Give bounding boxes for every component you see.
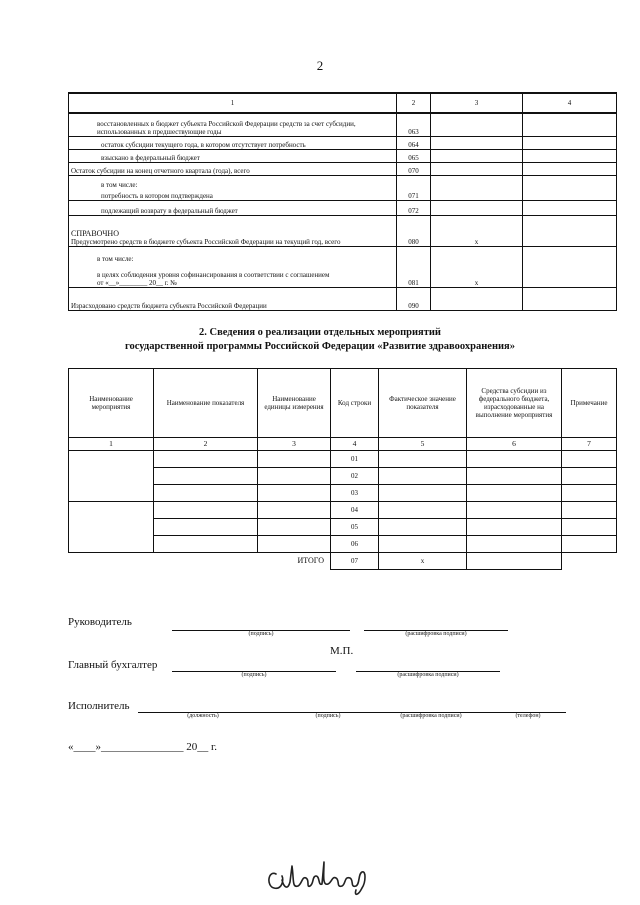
value-cell [431, 288, 523, 311]
column-number: 7 [562, 438, 617, 451]
table-row [69, 150, 617, 163]
row-code: 080 [397, 216, 431, 247]
indicator-cell [154, 485, 258, 502]
row-label-sub: в том числе: [101, 181, 138, 189]
row-code: 01 [331, 451, 379, 468]
header-cell: Код строки [331, 369, 379, 438]
decoding-caption: (расшифровка подписи) [405, 631, 467, 637]
column-number: 1 [69, 438, 154, 451]
activities-table [68, 368, 617, 570]
position-caption: (должность) [187, 713, 219, 719]
indicator-cell [154, 468, 258, 485]
table-row [69, 216, 617, 247]
unit-cell [258, 485, 331, 502]
value-cell [379, 502, 467, 519]
value-cell [431, 113, 523, 137]
row-code: 05 [331, 519, 379, 536]
table-header-row [69, 93, 617, 113]
row-code: 071 [397, 176, 431, 201]
signature-caption: (подпись) [315, 713, 341, 719]
row-code: 065 [397, 150, 431, 163]
row-label-main: потребность в котором подтверждена [101, 192, 213, 200]
row-label [69, 247, 397, 288]
indicator-cell [154, 536, 258, 553]
table-row [69, 176, 617, 201]
value-cell [379, 468, 467, 485]
unit-cell [258, 536, 331, 553]
value-cell [523, 113, 617, 137]
value-cell [467, 536, 562, 553]
header-cell: 2 [397, 93, 431, 113]
table-row [69, 247, 617, 288]
value-cell [467, 485, 562, 502]
row-code: 070 [397, 163, 431, 176]
row-label [69, 176, 397, 201]
value-cell [431, 176, 523, 201]
unit-cell [258, 451, 331, 468]
stamp-label: М.П. [330, 645, 354, 657]
value-cell: x [431, 247, 523, 288]
indicator-cell [154, 519, 258, 536]
table-row [69, 113, 617, 137]
row-code: 04 [331, 502, 379, 519]
note-cell [562, 468, 617, 485]
note-cell [562, 451, 617, 468]
value-cell [523, 201, 617, 216]
header-cell: 3 [431, 93, 523, 113]
table-row [69, 451, 617, 468]
row-label-main: Предусмотрено средств в бюджете субъекта Российской Федерации на текущий год, всего [71, 238, 341, 246]
handwritten-signature [262, 852, 380, 898]
value-cell [523, 137, 617, 150]
total-row [69, 553, 617, 570]
head-label: Руководитель [68, 616, 132, 628]
row-code: 06 [331, 536, 379, 553]
column-number: 5 [379, 438, 467, 451]
row-code: 081 [397, 247, 431, 288]
table-row [69, 163, 617, 176]
row-label: остаток субсидии текущего года, в котором отсутствует потребность [69, 137, 397, 150]
table-row [69, 137, 617, 150]
subsidy-balance-table [68, 92, 617, 311]
row-label [69, 216, 397, 247]
decoding-caption: (расшифровка подписи) [397, 672, 459, 678]
accountant-label: Главный бухгалтер [68, 659, 158, 671]
value-cell [467, 502, 562, 519]
unit-cell [258, 502, 331, 519]
note-cell [562, 536, 617, 553]
table-row [69, 201, 617, 216]
signature-caption: (подпись) [241, 672, 267, 678]
note-cell [562, 485, 617, 502]
value-cell [523, 216, 617, 247]
unit-cell [258, 468, 331, 485]
row-label-sub: в том числе: [97, 255, 134, 263]
row-code: 064 [397, 137, 431, 150]
value-cell: x [379, 553, 467, 570]
value-cell [523, 176, 617, 201]
note-cell [562, 502, 617, 519]
header-cell: Фактическое значение показателя [379, 369, 467, 438]
row-code: 07 [331, 553, 379, 570]
value-cell [431, 150, 523, 163]
activity-cell [69, 502, 154, 553]
column-number: 3 [258, 438, 331, 451]
row-code: 090 [397, 288, 431, 311]
value-cell [431, 163, 523, 176]
section-title [0, 326, 640, 354]
header-cell: Наименование мероприятия [69, 369, 154, 438]
column-number: 6 [467, 438, 562, 451]
value-cell [379, 451, 467, 468]
value-cell [467, 468, 562, 485]
row-code: 063 [397, 113, 431, 137]
value-cell [523, 288, 617, 311]
value-cell [431, 137, 523, 150]
indicator-cell [154, 502, 258, 519]
activity-cell [69, 451, 154, 502]
row-code: 072 [397, 201, 431, 216]
date-line: «____»_______________ 20__ г. [68, 741, 218, 753]
row-code: 03 [331, 485, 379, 502]
total-label: ИТОГО [297, 556, 324, 566]
value-cell [379, 519, 467, 536]
decoding-caption: (расшифровка подписи) [400, 713, 462, 719]
value-cell [431, 201, 523, 216]
row-code: 02 [331, 468, 379, 485]
phone-caption: (телефон) [515, 713, 541, 719]
agreement-date-line: от «__»________ 20__ г. № [97, 279, 177, 287]
table-row [69, 288, 617, 311]
value-cell [523, 163, 617, 176]
row-label: Израсходовано средств бюджета субъекта Российской Федерации [69, 288, 397, 311]
header-cell: 1 [69, 93, 397, 113]
row-label: взыскано в федеральный бюджет [69, 150, 397, 163]
value-cell: x [431, 216, 523, 247]
section-title-line1: 2. Сведения о реализации отдельных мероприятий [198, 327, 441, 338]
row-label-sub: СПРАВОЧНО [71, 229, 119, 238]
column-number: 4 [331, 438, 379, 451]
indicator-cell [154, 451, 258, 468]
column-number-row [69, 438, 617, 451]
table-header-row [69, 369, 617, 438]
row-label: восстановленных в бюджет субъекта Российской Федерации средств за счет субсидии, использованных в предшествующие годы [69, 113, 397, 137]
value-cell [523, 150, 617, 163]
row-label: Остаток субсидии на конец отчетного квартала (года), всего [69, 163, 397, 176]
unit-cell [258, 519, 331, 536]
row-label: подлежащий возврату в федеральный бюджет [69, 201, 397, 216]
header-cell: Примечание [562, 369, 617, 438]
value-cell [467, 519, 562, 536]
row-label-main: в целях соблюдения уровня софинансирования в соответствии с соглашением [97, 271, 330, 279]
value-cell [467, 451, 562, 468]
column-number: 2 [154, 438, 258, 451]
section-title-line2: государственной программы Российской Федерации «Развитие здравоохранения» [125, 341, 515, 352]
header-cell: Средства субсидии из федерального бюджета, израсходованные на выполнение мероприятия [467, 369, 562, 438]
header-cell: Наименование единицы измерения [258, 369, 331, 438]
value-cell [467, 553, 562, 570]
header-cell: Наименование показателя [154, 369, 258, 438]
value-cell [523, 247, 617, 288]
value-cell [379, 485, 467, 502]
value-cell [379, 536, 467, 553]
signature-caption: (подпись) [248, 631, 274, 637]
page-number: 2 [316, 58, 324, 73]
executor-label: Исполнитель [68, 700, 130, 712]
header-cell: 4 [523, 93, 617, 113]
table-row [69, 502, 617, 519]
note-cell [562, 519, 617, 536]
